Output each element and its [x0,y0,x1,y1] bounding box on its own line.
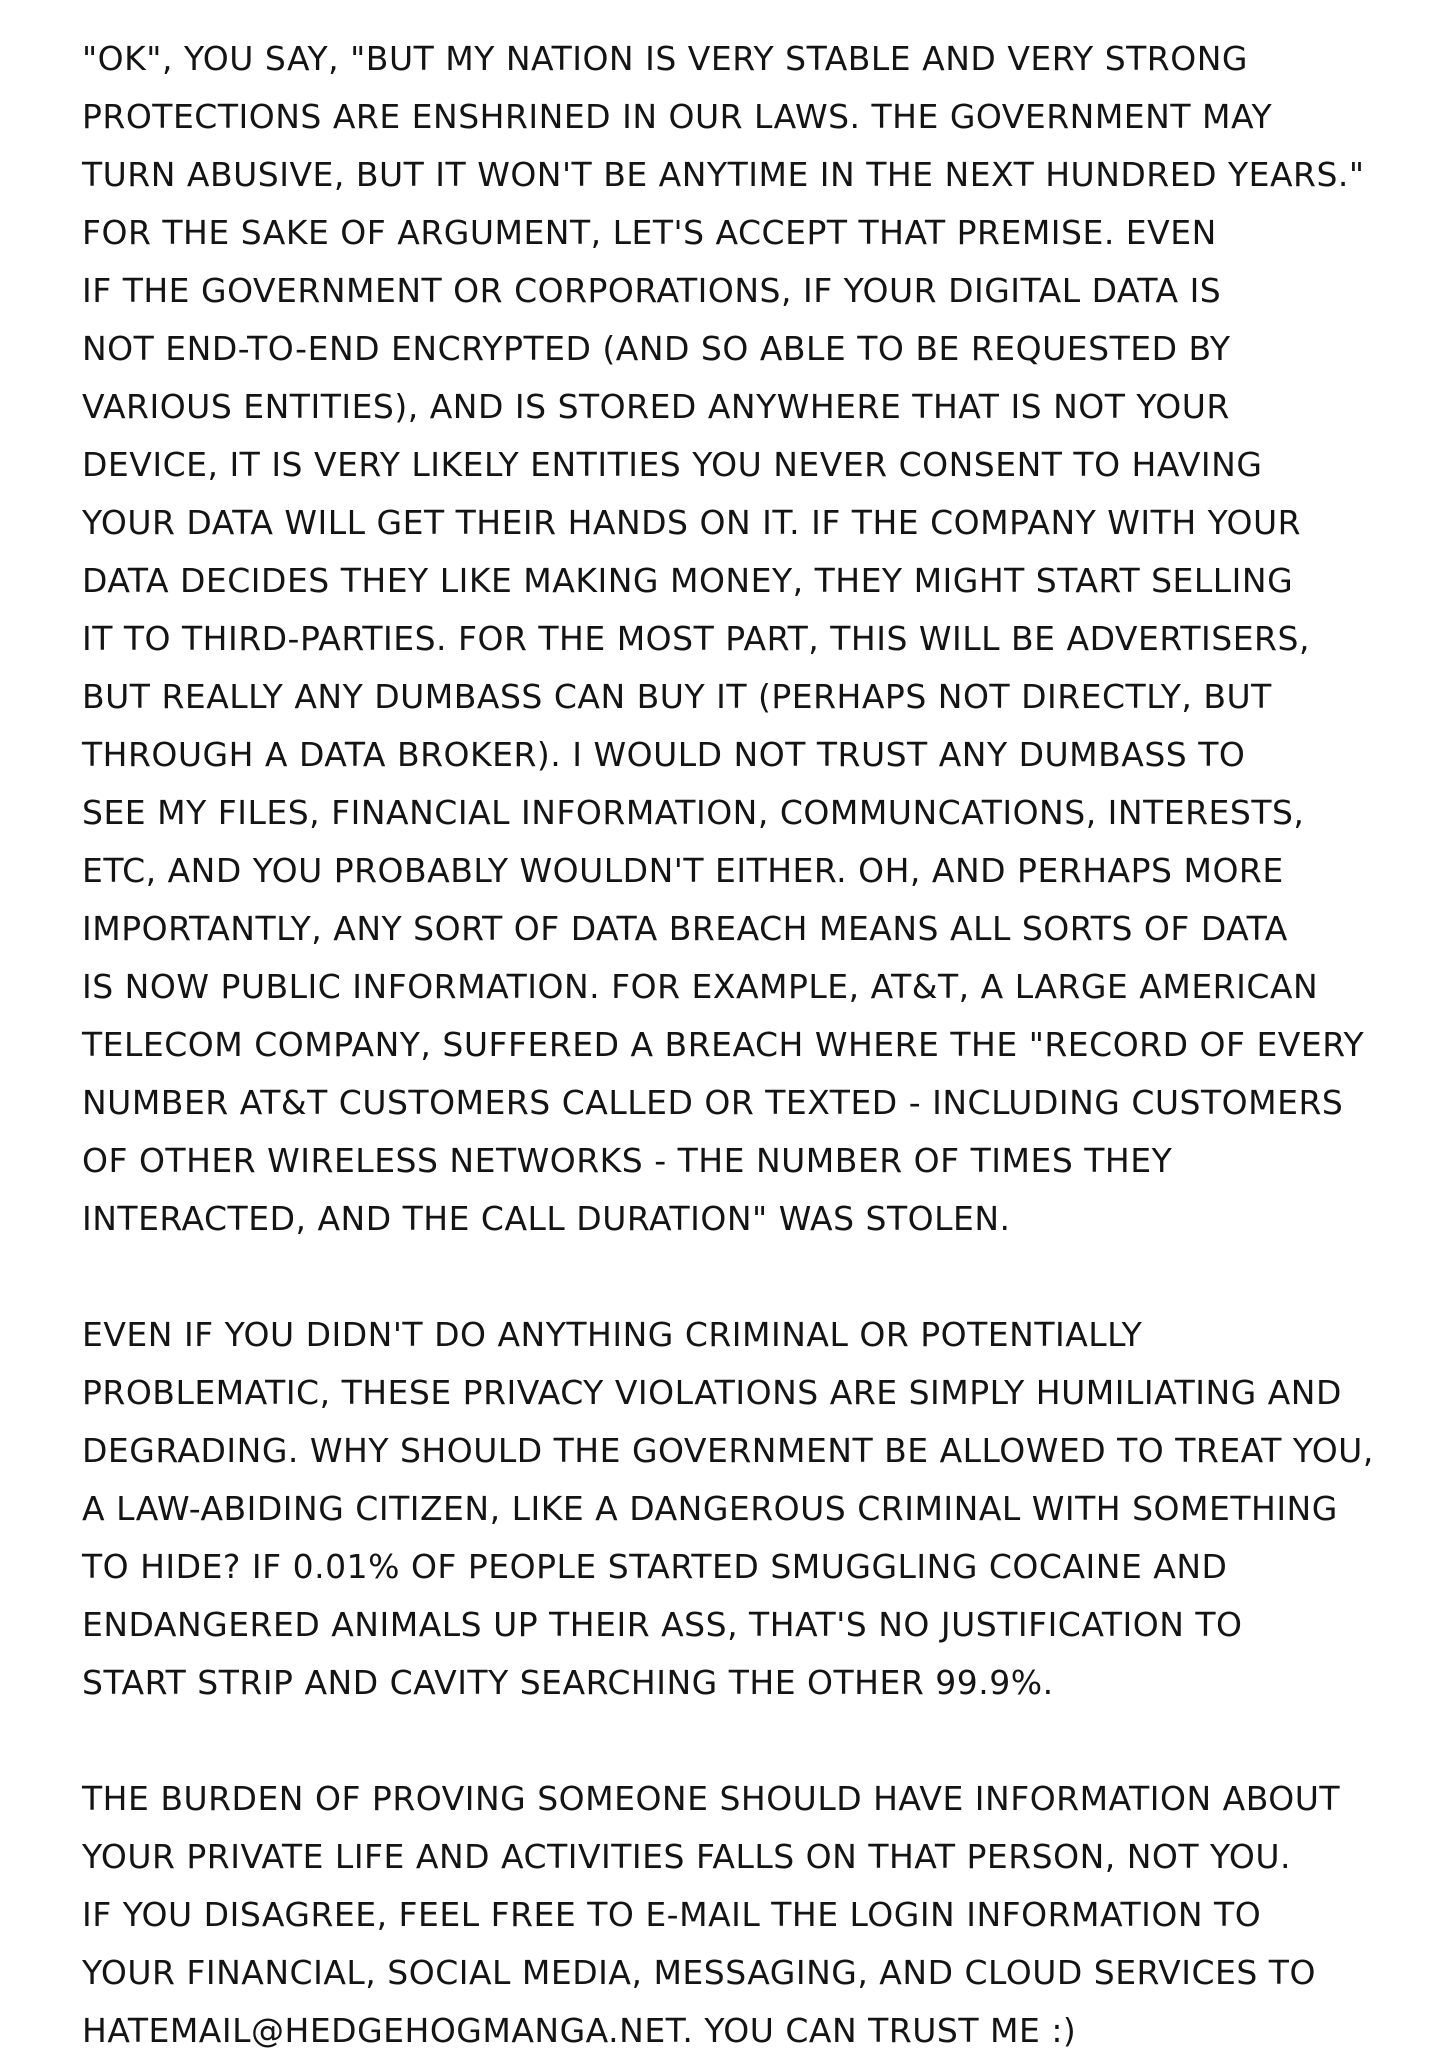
text-line: ETC, AND YOU PROBABLY WOULDN'T EITHER. OH, AND PERHAPS MORE [82,851,1284,890]
text-line: OF OTHER WIRELESS NETWORKS - THE NUMBER OF TIMES THEY [82,1141,1173,1180]
text-line: TELECOM COMPANY, SUFFERED A BREACH WHERE THE "RECORD OF EVERY [82,1025,1365,1064]
text-line: IMPORTANTLY, ANY SORT OF DATA BREACH MEANS ALL SORTS OF DATA [82,909,1288,948]
text-line: INTERACTED, AND THE CALL DURATION" WAS STOLEN. [82,1199,1011,1238]
text-line: YOUR PRIVATE LIFE AND ACTIVITIES FALLS ON THAT PERSON, NOT YOU. [82,1837,1292,1876]
text-line: FOR THE SAKE OF ARGUMENT, LET'S ACCEPT THAT PREMISE. EVEN [82,213,1217,252]
text-line: YOUR DATA WILL GET THEIR HANDS ON IT. IF THE COMPANY WITH YOUR [82,503,1302,542]
text-line: NOT END-TO-END ENCRYPTED (AND SO ABLE TO BE REQUESTED BY [82,329,1231,368]
paragraph-gap [82,1248,1412,1306]
text-line: BUT REALLY ANY DUMBASS CAN BUY IT (PERHAPS NOT DIRECTLY, BUT [82,677,1272,716]
text-line: A LAW-ABIDING CITIZEN, LIKE A DANGEROUS CRIMINAL WITH SOMETHING [82,1489,1338,1528]
text-line: ENDANGERED ANIMALS UP THEIR ASS, THAT'S NO JUSTIFICATION TO [82,1605,1243,1644]
paragraph-3 [82,1770,1412,2060]
text-line: THE BURDEN OF PROVING SOMEONE SHOULD HAVE INFORMATION ABOUT [82,1779,1341,1818]
text-line: TURN ABUSIVE, BUT IT WON'T BE ANYTIME IN THE NEXT HUNDRED YEARS." [82,155,1365,194]
paragraph-gap [82,1712,1412,1770]
text-line: DEGRADING. WHY SHOULD THE GOVERNMENT BE ALLOWED TO TREAT YOU, [82,1431,1374,1470]
text-line: "OK", YOU SAY, "BUT MY NATION IS VERY STABLE AND VERY STRONG [82,39,1248,78]
text-line: DATA DECIDES THEY LIKE MAKING MONEY, THEY MIGHT START SELLING [82,561,1294,600]
contact-email-line: HATEMAIL@HEDGEHOGMANGA.NET. YOU CAN TRUST ME :) [82,2011,1077,2050]
text-line: EVEN IF YOU DIDN'T DO ANYTHING CRIMINAL OR POTENTIALLY [82,1315,1143,1354]
paragraph-1 [82,30,1412,1248]
text-line: YOUR FINANCIAL, SOCIAL MEDIA, MESSAGING, AND CLOUD SERVICES TO [82,1953,1316,1992]
text-line: START STRIP AND CAVITY SEARCHING THE OTHER 99.9%. [82,1663,1054,1702]
text-line: VARIOUS ENTITIES), AND IS STORED ANYWHERE THAT IS NOT YOUR [82,387,1230,426]
text-line: PROBLEMATIC, THESE PRIVACY VIOLATIONS ARE SIMPLY HUMILIATING AND [82,1373,1342,1412]
text-line: IS NOW PUBLIC INFORMATION. FOR EXAMPLE, AT&T, A LARGE AMERICAN [82,967,1319,1006]
text-line: IF YOU DISAGREE, FEEL FREE TO E-MAIL THE LOGIN INFORMATION TO [82,1895,1262,1934]
text-line: TO HIDE? IF 0.01% OF PEOPLE STARTED SMUGGLING COCAINE AND [82,1547,1228,1586]
text-line: IT TO THIRD-PARTIES. FOR THE MOST PART, THIS WILL BE ADVERTISERS, [82,619,1310,658]
text-line: PROTECTIONS ARE ENSHRINED IN OUR LAWS. THE GOVERNMENT MAY [82,97,1273,136]
text-line: THROUGH A DATA BROKER). I WOULD NOT TRUST ANY DUMBASS TO [82,735,1246,774]
document-text [82,30,1412,2060]
text-line: SEE MY FILES, FINANCIAL INFORMATION, COMMUNCATIONS, INTERESTS, [82,793,1305,832]
paragraph-2 [82,1306,1412,1712]
text-line: IF THE GOVERNMENT OR CORPORATIONS, IF YOUR DIGITAL DATA IS [82,271,1222,310]
text-line: DEVICE, IT IS VERY LIKELY ENTITIES YOU NEVER CONSENT TO HAVING [82,445,1263,484]
text-line: NUMBER AT&T CUSTOMERS CALLED OR TEXTED - INCLUDING CUSTOMERS [82,1083,1344,1122]
